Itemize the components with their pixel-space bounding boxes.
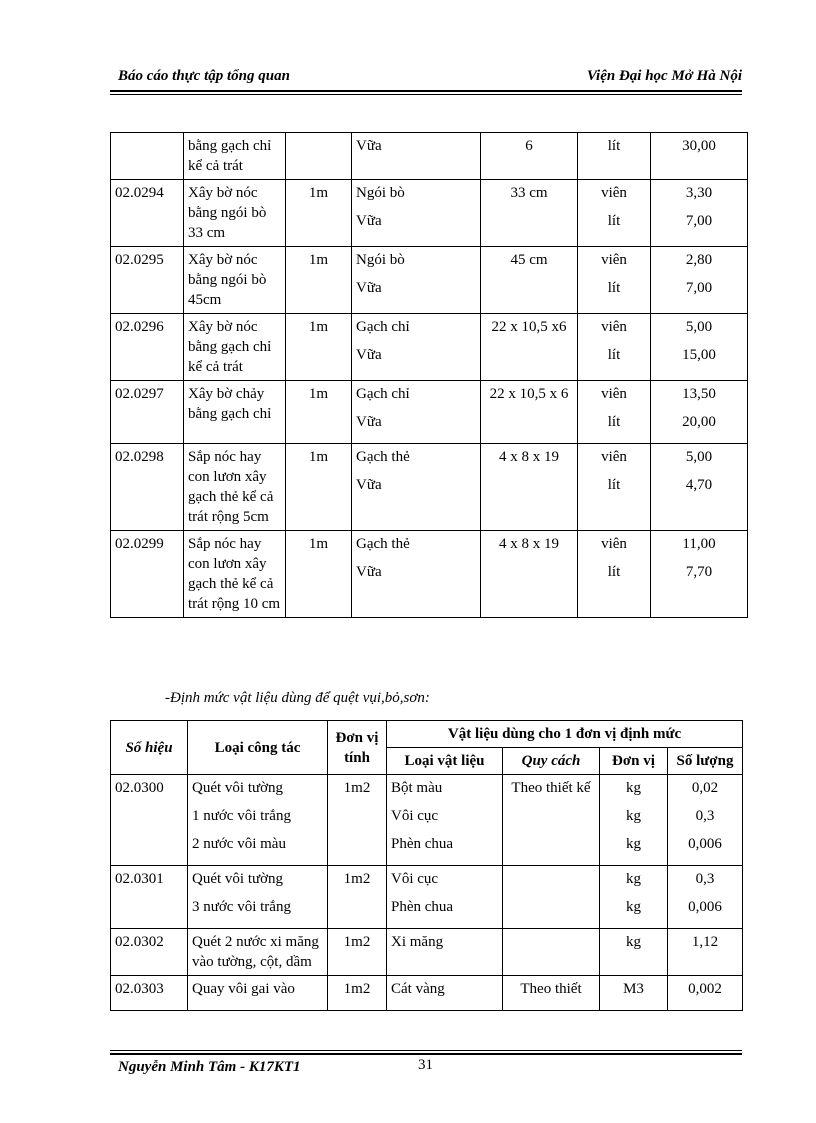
material-unit-cell-line: lít bbox=[607, 347, 621, 363]
material-cell-line: Vữa bbox=[356, 280, 382, 296]
quantity-cell-line: 7,00 bbox=[685, 280, 713, 296]
table-row bbox=[111, 180, 748, 247]
work-cell: Xây bờ chảy bằng gạch chỉ bbox=[184, 381, 286, 444]
quantity-cell-line: 7,70 bbox=[685, 564, 713, 580]
spec-cell: Theo thiết bbox=[503, 976, 600, 1011]
material-cell bbox=[352, 314, 481, 381]
unit-cell: 1m bbox=[286, 444, 352, 531]
material-cell-line: Ngói bò bbox=[356, 185, 405, 201]
material-unit-cell-line: lít bbox=[607, 280, 621, 296]
quantity-cell-line: 0,006 bbox=[688, 899, 722, 915]
unit-cell: 1m bbox=[286, 247, 352, 314]
header-work: Loại công tác bbox=[188, 721, 328, 775]
code-cell: 02.0301 bbox=[111, 866, 188, 929]
spec-cell: 4 x 8 x 19 bbox=[481, 444, 578, 531]
quantity-cell-line: 0,3 bbox=[695, 808, 715, 824]
code-cell: 02.0299 bbox=[111, 531, 184, 618]
quantity-cell-line: 0,006 bbox=[688, 836, 722, 852]
material-cell bbox=[352, 444, 481, 531]
material-cell-line: Vữa bbox=[356, 347, 382, 363]
work-cell-line: Quét vôi tường bbox=[192, 871, 284, 887]
quantity-cell-line: 3,30 bbox=[685, 185, 713, 201]
material-unit-cell-line: kg bbox=[626, 934, 641, 950]
page-number: 31 bbox=[418, 1057, 433, 1073]
footer-rule bbox=[110, 1053, 742, 1055]
quantity-cell bbox=[668, 976, 743, 1011]
section-caption: -Định mức vật liệu dùng để quệt vụi,bỏ,sơn: bbox=[165, 690, 430, 706]
page-header bbox=[110, 66, 742, 90]
work-cell bbox=[188, 866, 328, 929]
material-cell-line: Ngói bò bbox=[356, 252, 405, 268]
work-cell bbox=[188, 775, 328, 866]
code-cell: 02.0295 bbox=[111, 247, 184, 314]
material-cell-line: Phèn chua bbox=[391, 899, 454, 915]
work-cell: Sắp nóc hay con lươn xây gạch thẻ kể cả trát rộng 10 cm bbox=[184, 531, 286, 618]
quantity-cell-line: 13,50 bbox=[682, 386, 716, 402]
header-material-unit: Đơn vị bbox=[600, 748, 668, 775]
quantity-cell-line: 2,80 bbox=[685, 252, 713, 268]
quantity-cell bbox=[651, 381, 748, 444]
code-cell: 02.0303 bbox=[111, 976, 188, 1011]
material-cell bbox=[352, 133, 481, 180]
spec-cell: 22 x 10,5 x 6 bbox=[481, 381, 578, 444]
table-row bbox=[111, 775, 743, 866]
work-cell-line: Quét vôi tường bbox=[192, 780, 284, 796]
material-cell-line: Bột màu bbox=[391, 780, 443, 796]
quantity-cell-line: 30,00 bbox=[682, 138, 716, 154]
material-norms-table-1 bbox=[110, 132, 748, 618]
material-cell bbox=[387, 976, 503, 1011]
unit-cell: 1m bbox=[286, 180, 352, 247]
material-unit-cell-line: viên bbox=[601, 536, 627, 552]
footer-rule-thin bbox=[110, 1050, 742, 1051]
material-cell-line: Cát vàng bbox=[391, 981, 445, 997]
material-unit-cell-line: M3 bbox=[623, 981, 644, 997]
unit-cell: 1m2 bbox=[328, 929, 387, 976]
unit-cell: 1m bbox=[286, 381, 352, 444]
material-cell-line: Gạch chỉ bbox=[356, 386, 410, 402]
material-unit-cell-line: lít bbox=[607, 414, 621, 430]
material-unit-cell-line: viên bbox=[601, 386, 627, 402]
code-cell: 02.0300 bbox=[111, 775, 188, 866]
table-row bbox=[111, 866, 743, 929]
material-cell bbox=[352, 180, 481, 247]
material-cell bbox=[352, 531, 481, 618]
quantity-cell bbox=[651, 444, 748, 531]
material-unit-cell-line: viên bbox=[601, 185, 627, 201]
material-cell-line: Vôi cục bbox=[391, 808, 439, 824]
material-cell-line: Xi măng bbox=[391, 934, 444, 950]
code-cell bbox=[111, 133, 184, 180]
unit-cell: 1m2 bbox=[328, 976, 387, 1011]
quantity-cell-line: 4,70 bbox=[685, 477, 713, 493]
table-row bbox=[111, 531, 748, 618]
work-cell: Xây bờ nóc bằng gạch chỉ kể cả trát bbox=[184, 314, 286, 381]
material-cell bbox=[352, 247, 481, 314]
material-unit-cell bbox=[578, 314, 651, 381]
footer-author: Nguyễn Minh Tâm - K17KT1 bbox=[118, 1059, 301, 1075]
work-cell-line: 2 nước vôi màu bbox=[192, 836, 286, 852]
quantity-cell bbox=[668, 929, 743, 976]
material-cell-line: Gạch thẻ bbox=[356, 536, 410, 552]
table-row bbox=[111, 444, 748, 531]
spec-cell: 33 cm bbox=[481, 180, 578, 247]
spec-cell bbox=[503, 866, 600, 929]
header-spec: Quy cách bbox=[503, 748, 600, 775]
quantity-cell bbox=[668, 775, 743, 866]
header-quantity: Số lượng bbox=[668, 748, 743, 775]
quantity-cell bbox=[668, 866, 743, 929]
material-norms-table-2 bbox=[110, 720, 743, 1011]
material-cell-line: Gạch chỉ bbox=[356, 319, 410, 335]
quantity-cell-line: 0,3 bbox=[695, 871, 715, 887]
material-cell-line: Vữa bbox=[356, 477, 382, 493]
material-unit-cell bbox=[600, 976, 668, 1011]
quantity-cell bbox=[651, 133, 748, 180]
material-cell-line: Vữa bbox=[356, 564, 382, 580]
spec-cell: 45 cm bbox=[481, 247, 578, 314]
quantity-cell-line: 5,00 bbox=[685, 319, 713, 335]
quantity-cell-line: 0,002 bbox=[688, 981, 722, 997]
header-unit: Đơn vị tính bbox=[328, 721, 387, 775]
material-unit-cell bbox=[578, 133, 651, 180]
material-cell bbox=[387, 775, 503, 866]
material-unit-cell-line: lít bbox=[607, 564, 621, 580]
table-row bbox=[111, 247, 748, 314]
table-row bbox=[111, 381, 748, 444]
unit-cell: 1m bbox=[286, 314, 352, 381]
quantity-cell bbox=[651, 314, 748, 381]
spec-cell: 4 x 8 x 19 bbox=[481, 531, 578, 618]
material-unit-cell-line: kg bbox=[626, 871, 641, 887]
quantity-cell-line: 1,12 bbox=[691, 934, 719, 950]
table-row bbox=[111, 929, 743, 976]
material-unit-cell-line: lít bbox=[607, 213, 621, 229]
material-cell-line: Phèn chua bbox=[391, 836, 454, 852]
spec-cell: Theo thiết kế bbox=[503, 775, 600, 866]
work-cell-line: 1 nước vôi trắng bbox=[192, 808, 291, 824]
work-cell: Xây bờ nóc bằng ngói bò 45cm bbox=[184, 247, 286, 314]
material-unit-cell bbox=[578, 381, 651, 444]
material-unit-cell-line: viên bbox=[601, 252, 627, 268]
material-unit-cell-line: kg bbox=[626, 808, 641, 824]
material-cell bbox=[352, 381, 481, 444]
quantity-cell bbox=[651, 247, 748, 314]
header-material-group: Vật liệu dùng cho 1 đơn vị định mức bbox=[387, 721, 743, 748]
header-material: Loại vật liệu bbox=[387, 748, 503, 775]
unit-cell: 1m bbox=[286, 531, 352, 618]
material-unit-cell bbox=[578, 531, 651, 618]
material-unit-cell bbox=[600, 866, 668, 929]
material-unit-cell bbox=[578, 247, 651, 314]
code-cell: 02.0302 bbox=[111, 929, 188, 976]
quantity-cell-line: 20,00 bbox=[682, 414, 716, 430]
material-unit-cell-line: viên bbox=[601, 449, 627, 465]
material-unit-cell-line: kg bbox=[626, 899, 641, 915]
code-cell: 02.0298 bbox=[111, 444, 184, 531]
code-cell: 02.0294 bbox=[111, 180, 184, 247]
quantity-cell-line: 7,00 bbox=[685, 213, 713, 229]
quantity-cell bbox=[651, 531, 748, 618]
work-cell: Sắp nóc hay con lươn xây gạch thẻ kể cả trát rộng 5cm bbox=[184, 444, 286, 531]
material-cell-line: Vữa bbox=[356, 213, 382, 229]
material-unit-cell-line: viên bbox=[601, 319, 627, 335]
material-cell-line: Vữa bbox=[356, 414, 382, 430]
material-unit-cell-line: kg bbox=[626, 836, 641, 852]
material-cell bbox=[387, 929, 503, 976]
work-cell: Quét 2 nước xi măng vào tường, cột, dầm bbox=[188, 929, 328, 976]
unit-cell: 1m2 bbox=[328, 866, 387, 929]
spec-cell bbox=[503, 929, 600, 976]
material-cell-line: Vôi cục bbox=[391, 871, 439, 887]
material-cell-line: Gạch thẻ bbox=[356, 449, 410, 465]
material-unit-cell-line: lít bbox=[607, 138, 621, 154]
work-cell: Quay vôi gai vào bbox=[188, 976, 328, 1011]
table-row bbox=[111, 133, 748, 180]
code-cell: 02.0297 bbox=[111, 381, 184, 444]
material-cell-line: Vữa bbox=[356, 138, 382, 154]
header-code: Số hiệu bbox=[111, 721, 188, 775]
quantity-cell bbox=[651, 180, 748, 247]
unit-cell bbox=[286, 133, 352, 180]
spec-cell: 22 x 10,5 x6 bbox=[481, 314, 578, 381]
material-unit-cell bbox=[578, 444, 651, 531]
header-rule bbox=[110, 90, 742, 92]
spec-cell: 6 bbox=[481, 133, 578, 180]
material-unit-cell bbox=[600, 929, 668, 976]
material-cell bbox=[387, 866, 503, 929]
header-right: Viện Đại học Mở Hà Nội bbox=[586, 68, 742, 84]
quantity-cell-line: 0,02 bbox=[691, 780, 719, 796]
work-cell: bằng gạch chỉ kể cả trát bbox=[184, 133, 286, 180]
material-unit-cell bbox=[578, 180, 651, 247]
code-cell: 02.0296 bbox=[111, 314, 184, 381]
material-unit-cell bbox=[600, 775, 668, 866]
material-unit-cell-line: kg bbox=[626, 780, 641, 796]
table-row bbox=[111, 976, 743, 1011]
unit-cell: 1m2 bbox=[328, 775, 387, 866]
quantity-cell-line: 15,00 bbox=[682, 347, 716, 363]
material-unit-cell-line: lít bbox=[607, 477, 621, 493]
table-row bbox=[111, 314, 748, 381]
header-left: Báo cáo thực tập tổng quan bbox=[118, 68, 290, 84]
work-cell: Xây bờ nóc bằng ngói bò 33 cm bbox=[184, 180, 286, 247]
header-rule-thin bbox=[110, 94, 742, 95]
work-cell-line: 3 nước vôi trắng bbox=[192, 899, 291, 915]
quantity-cell-line: 5,00 bbox=[685, 449, 713, 465]
quantity-cell-line: 11,00 bbox=[682, 536, 716, 552]
